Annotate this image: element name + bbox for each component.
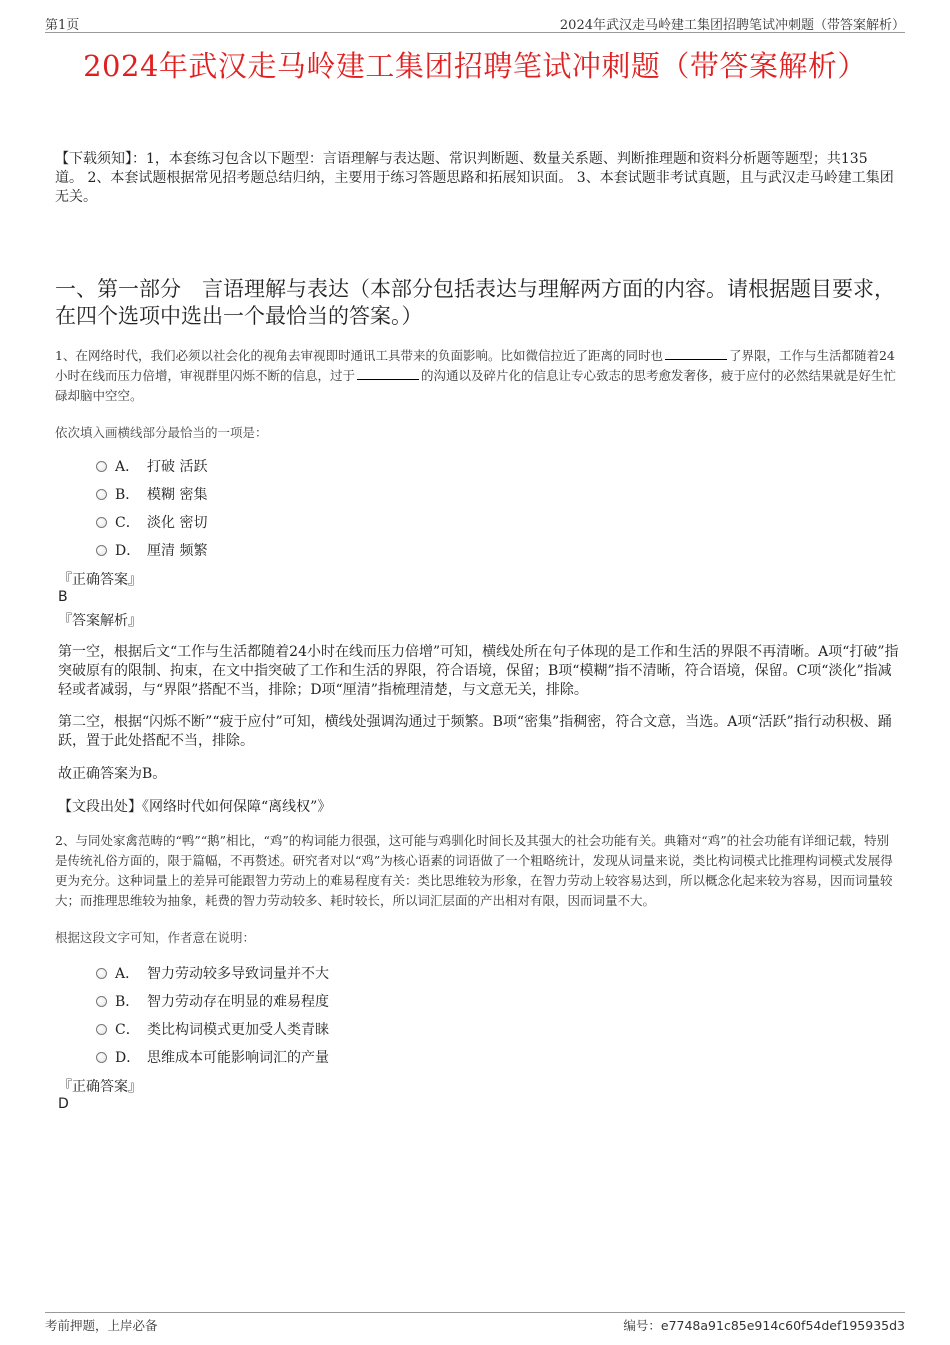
text-source: 【文段出处】《网络时代如何保障“离线权”》	[58, 799, 332, 815]
radio-icon[interactable]	[96, 996, 107, 1007]
radio-icon[interactable]	[96, 1024, 107, 1035]
option-a[interactable]: A． 打破 活跃	[96, 452, 207, 480]
analysis-paragraph-1: 第一空，根据后文“工作与生活都随着24小时在线而压力倍增”可知，横线处所在句子体现的是工作和生活的界限不再清晰。A项“打破”指突破原有的限制、拘束，在文中指突破了工作和生活的界限，符合语境，保留；B项“模糊”指不清晰，符合语境，保留。C项“淡化”指减轻或者减弱，与“界限”搭配不当，排除；D项“厘清”指梳理清楚，与文意无关，排除。	[58, 644, 899, 698]
question-1-prompt: 依次填入画横线部分最恰当的一项是：	[55, 425, 268, 440]
page-header	[45, 14, 905, 33]
section-heading: 一、第一部分 言语理解与表达（本部分包括表达与理解两方面的内容。请根据题目要求，在四个选项中选出一个最恰当的答案。）	[55, 277, 895, 328]
option-d[interactable]: D． 思维成本可能影响词汇的产量	[96, 1043, 329, 1071]
page-number: 第1页	[45, 18, 80, 33]
analysis-conclusion: 故正确答案为B。	[58, 766, 167, 782]
analysis-paragraph-2: 第二空，根据“闪烁不断”“疲于应付”可知，横线处强调沟通过于频繁。B项“密集”指稠密，符合文意，当选。A项“活跃”指行动积极、踊跃，置于此处搭配不当，排除。	[58, 714, 892, 749]
footer-code: 编号：e7748a91c85e914c60f54def195935d3	[623, 1318, 905, 1333]
analysis-label: 『答案解析』	[58, 613, 142, 629]
radio-icon[interactable]	[96, 1052, 107, 1063]
header-doc-title: 2024年武汉走马岭建工集团招聘笔试冲刺题（带答案解析）	[559, 18, 905, 33]
question-2-text: 2、与同处家禽范畴的“鸭”“鹅”相比，“鸡”的构词能力很强，这可能与鸡驯化时间长及其强大的社会功能有关。典籍对“鸡”的社会功能有详细记载，特别是传统礼俗方面的，限于篇幅，不再赘述。研究者对以“鸡”为核心语素的词语做了一个粗略统计，发现从词量来说，类比构词模式比推理构词模式发展得更为充分。这种词量上的差异可能跟智力劳动上的难易程度有关：类比思维较为形象，在智力劳动上较容易达到，所以概念化起来较为容易，因而词量较大；而推理思维较为抽象，耗费的智力劳动较多、耗时较长，所以词汇层面的产出相对有限，因而词量不大。	[55, 833, 893, 908]
fill-blank-1	[665, 346, 727, 360]
question-2-options	[96, 959, 329, 1071]
option-c[interactable]: C． 类比构词模式更加受人类青睐	[96, 1015, 329, 1043]
radio-icon[interactable]	[96, 968, 107, 979]
radio-icon[interactable]	[96, 461, 107, 472]
document-title: 2024年武汉走马岭建工集团招聘笔试冲刺题（带答案解析）	[83, 49, 867, 83]
option-b[interactable]: B． 模糊 密集	[96, 480, 207, 508]
correct-answer-label: 『正确答案』	[58, 1079, 142, 1095]
radio-icon[interactable]	[96, 489, 107, 500]
option-c[interactable]: C． 淡化 密切	[96, 508, 207, 536]
radio-icon[interactable]	[96, 545, 107, 556]
question-1-options	[96, 452, 207, 564]
option-a[interactable]: A． 智力劳动较多导致词量并不大	[96, 959, 329, 987]
correct-answer-label: 『正确答案』	[58, 572, 142, 588]
question-2-prompt: 根据这段文字可知，作者意在说明：	[55, 930, 256, 945]
download-notice: 【下载须知】：1，本套练习包含以下题型：言语理解与表达题、常识判断题、数量关系题、判断推理题和资料分析题等题型；共135道。 2、本套试题根据常见招考题总结归纳，主要用于练习答题思路和拓展知识面。 3、本套试题非考试真题，且与武汉走马岭建工集团无关。	[55, 151, 894, 205]
page-footer	[45, 1312, 905, 1333]
question-1-text: 1、在网络时代，我们必须以社会化的视角去审视即时通讯工具带来的负面影响。比如微信拉近了距离的同时也 了界限，工作与生活都随着24小时在线而压力倍增，审视群里闪烁不断的信息，过于 的沟通以及碎片化的信息让专心致志的思考愈发奢侈，疲于应付的必然结果就是好生忙碌却脑中空空。	[55, 348, 897, 403]
radio-icon[interactable]	[96, 517, 107, 528]
correct-answer-value: D	[58, 1096, 69, 1112]
correct-answer-value: B	[58, 589, 68, 605]
option-d[interactable]: D． 厘清 频繁	[96, 536, 207, 564]
fill-blank-2	[357, 366, 419, 380]
option-b[interactable]: B． 智力劳动存在明显的难易程度	[96, 987, 329, 1015]
footer-slogan: 考前押题，上岸必备	[45, 1318, 158, 1333]
